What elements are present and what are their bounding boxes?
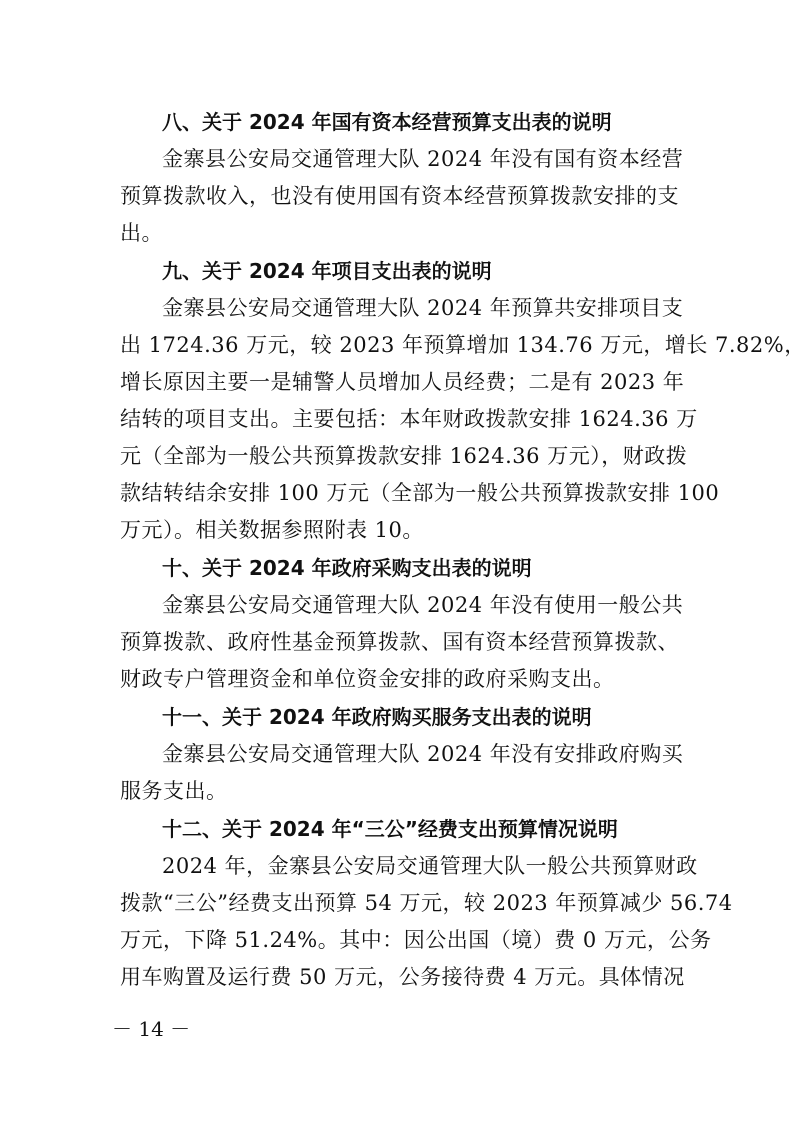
paragraph-line: 金寨县公安局交通管理大队 2024 年没有安排政府购买	[162, 742, 684, 766]
paragraph-line: 金寨县公安局交通管理大队 2024 年没有使用一般公共	[162, 593, 684, 617]
page-number: － 14 －	[112, 1017, 191, 1041]
paragraph-line: 出。	[120, 221, 163, 245]
section-heading-12: 十二、关于 2024 年“三公”经费支出预算情况说明	[162, 817, 618, 841]
paragraph-line: 金寨县公安局交通管理大队 2024 年预算共安排项目支	[162, 296, 684, 320]
paragraph-line: 万元）。相关数据参照附表 10。	[120, 518, 424, 542]
paragraph-line: 用车购置及运行费 50 万元，公务接待费 4 万元。具体情况	[120, 965, 685, 989]
paragraph-line: 元（全部为一般公共预算拨款安排 1624.36 万元），财政拨	[120, 444, 688, 468]
paragraph-line: 预算拨款、政府性基金预算拨款、国有资本经营预算拨款、	[120, 630, 679, 654]
section-heading-9: 九、关于 2024 年项目支出表的说明	[162, 259, 492, 283]
paragraph-line: 结转的项目支出。主要包括：本年财政拨款安排 1624.36 万	[120, 407, 698, 431]
paragraph-line: 金寨县公安局交通管理大队 2024 年没有国有资本经营	[162, 147, 684, 171]
paragraph-line: 服务支出。	[120, 779, 228, 803]
paragraph-line: 出 1724.36 万元，较 2023 年预算增加 134.76 万元，增长 7.82%，	[120, 333, 806, 357]
paragraph-line: 增长原因主要一是辅警人员增加人员经费；二是有 2023 年	[120, 370, 685, 394]
paragraph-line: 拨款“三公”经费支出预算 54 万元，较 2023 年预算减少 56.74	[120, 891, 733, 915]
section-heading-8: 八、关于 2024 年国有资本经营预算支出表的说明	[162, 110, 612, 134]
paragraph-line: 财政专户管理资金和单位资金安排的政府采购支出。	[120, 667, 615, 691]
paragraph-line: 预算拨款收入，也没有使用国有资本经营预算拨款安排的支	[120, 184, 679, 208]
section-heading-10: 十、关于 2024 年政府采购支出表的说明	[162, 556, 532, 580]
paragraph-line: 2024 年，金寨县公安局交通管理大队一般公共预算财政	[162, 854, 698, 878]
section-heading-11: 十一、关于 2024 年政府购买服务支出表的说明	[162, 705, 592, 729]
paragraph-line: 款结转结余安排 100 万元（全部为一般公共预算拨款安排 100	[120, 481, 720, 505]
paragraph-line: 万元，下降 51.24%。其中：因公出国（境）费 0 万元，公务	[120, 928, 712, 952]
